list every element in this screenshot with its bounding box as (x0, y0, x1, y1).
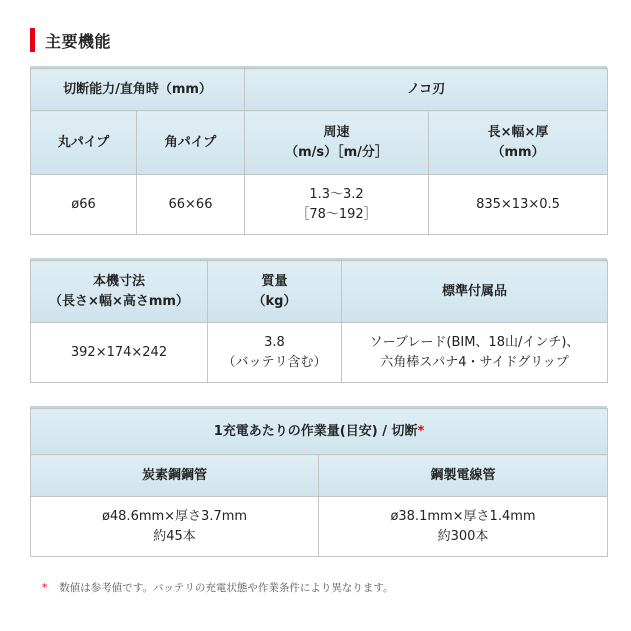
workload-header (31, 409, 608, 455)
steel-conduit-value-line2: 約300本 (437, 528, 489, 544)
speed-header (245, 111, 429, 175)
body-size-header-line1: 本機寸法 (92, 273, 145, 289)
steel-conduit-value (319, 497, 608, 557)
speed-value-line1: 1.3～3.2 (309, 186, 364, 202)
title-accent-bar (30, 28, 35, 52)
workload-header-text: 1充電あたりの作業量(目安) / 切断 (213, 423, 418, 439)
weight-header (208, 261, 342, 323)
weight-value-line2: （バッテリ含む） (222, 354, 327, 370)
footnote-mark: * (42, 582, 48, 594)
speed-value (245, 175, 429, 235)
square-pipe-value: 66×66 (137, 175, 245, 235)
steel-conduit-value-line1: ø38.1mm×厚さ1.4mm (390, 508, 536, 524)
weight-value-line1: 3.8 (264, 334, 285, 350)
accessories-value (342, 323, 608, 383)
carbon-steel-pipe-value (31, 497, 319, 557)
accessories-value-line1: ソーブレード(BIM、18山/インチ)、 (369, 334, 580, 350)
weight-value (208, 323, 342, 383)
cutting-capacity-header: 切断能力/直角時（mm） (31, 69, 245, 111)
weight-header-line1: 質量 (261, 273, 288, 289)
carbon-steel-pipe-value-line2: 約45本 (153, 528, 196, 544)
blade-header: ノコ刃 (245, 69, 608, 111)
carbon-steel-pipe-header: 炭素鋼鋼管 (31, 455, 319, 497)
workload-header-mark: * (417, 423, 425, 439)
steel-conduit-header: 鋼製電線管 (319, 455, 608, 497)
spec-table-workload (30, 408, 608, 557)
square-pipe-header: 角パイプ (137, 111, 245, 175)
footnote (42, 580, 394, 595)
blade-dims-header-line2: （mm） (491, 144, 545, 160)
blade-dims-header (429, 111, 608, 175)
section-title-text: 主要機能 (45, 31, 112, 51)
body-size-header (31, 261, 208, 323)
speed-value-line2: ［78～192］ (296, 206, 377, 222)
round-pipe-value: ø66 (31, 175, 137, 235)
round-pipe-header: 丸パイプ (31, 111, 137, 175)
weight-header-line2: （kg） (252, 293, 297, 309)
speed-header-line2: （m/s）［m/分］ (285, 144, 388, 160)
accessories-header: 標準付属品 (342, 261, 608, 323)
speed-header-line1: 周速 (323, 124, 350, 140)
body-size-value: 392×174×242 (31, 323, 208, 383)
footnote-text: 数値は参考値です。バッテリの充電状態や作業条件により異なります。 (59, 582, 394, 594)
blade-dims-header-line1: 長×幅×厚 (487, 124, 549, 140)
spec-table-cutting (30, 68, 608, 235)
accessories-value-line2: 六角棒スパナ4・サイドグリップ (380, 354, 569, 370)
blade-dims-value: 835×13×0.5 (429, 175, 608, 235)
carbon-steel-pipe-value-line1: ø48.6mm×厚さ3.7mm (101, 508, 248, 524)
spec-table-body (30, 260, 608, 383)
body-size-header-line2: （長さ×幅×高さmm） (49, 293, 189, 309)
section-title (30, 28, 111, 52)
